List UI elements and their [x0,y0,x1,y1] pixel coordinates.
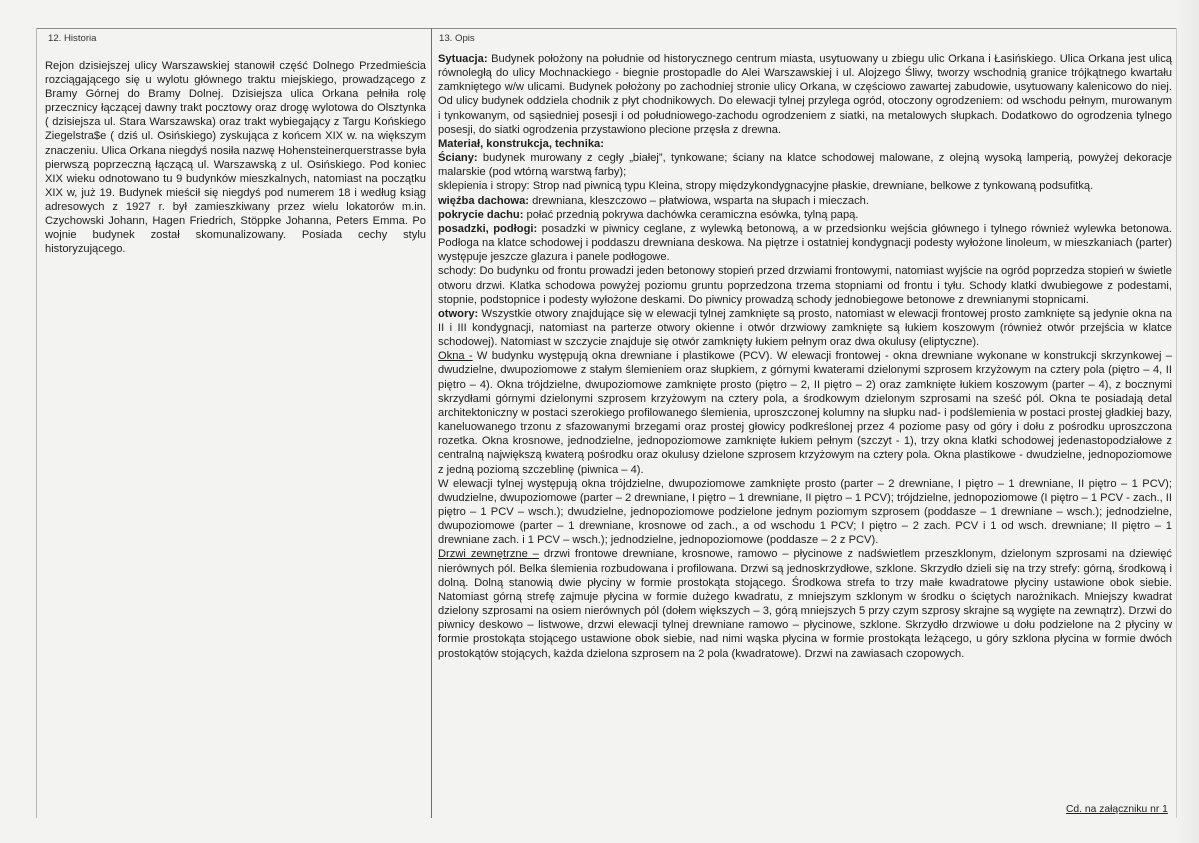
historia-text: Rejon dzisiejszej ulicy Warszawskiej stanowił część Dolnego Przedmieścia rozciągającego się u wylotu głównego traktu miejskiego, prowadzącego z Bramy Górnej do Bramy Dolnej. Dzisiejsza ulica Orkana pełniła rolę przecznicy łączącej dawny trakt pocztowy oraz drogę wylotowa do Olsztynka ( dzisiejsza ul. Stara Warszawska) oraz trakt wybiegający z Targu Końskiego Ziegelstra$e ( dziś ul. Osińskiego) zyskująca z końcem XIX w. na większym znaczeniu. Ulica Orkana niegdyś nosiła nazwę Hohensteinerquerstrasse była pierwszą poprzeczną łączącą ul. Warszawską z ul. Osińskiego. Pod koniec XIX wieku odnotowano tu 9 budynków mieszkalnych, natomiast na początku XIX w, już 19. Budynek mieścił się niegdyś pod numerem 18 i według ksiąg adresowych z 1927 r. był zamieszkiwany przez wielu lokatorów m.in. Czychowski Johann, Hagen Friedrich, Stöppke Johanna, Peters Emma. Po wojnie budynek został skomunalizowany. Posiada cechy stylu historyzującego. [45,60,426,256]
okna-label: Okna - [438,350,473,363]
pokrycie-text: połać przednią pokrywa dachówka ceramiczna esówka, tylną papą. [523,208,859,221]
drzwi-paragraph [438,547,1172,660]
otwory-paragraph [438,307,1172,349]
okna-paragraph [438,349,1172,476]
wiezba-text: drewniana, kleszczowo – płatwiowa, wsparta na słupach i mieczach. [529,194,869,207]
wiezba-paragraph [438,194,1172,208]
schody-paragraph: schody: Do budynku od frontu prowadzi jeden betonowy stopień przed drzwiami frontowymi, natomiast wyjście na ogród poprzedza stopień w świetle otworu drzwi. Klatka schodowa powyżej poziomu gruntu poprzedzona trzema stopniami od frontu i tyłu. Schody klatki dwubiegowe z podestami, stopnie, podstopnice i podesty wyłożone deskami. Do piwnicy prowadzą schody jednobiegowe betonowe z drewnianymi stopnicami. [438,265,1172,306]
sklepienia-paragraph: sklepienia i stropy: Strop nad piwnicą typu Kleina, stropy międzykondygnacyjne płaskie, drewniane, belkowe z tynkowaną podsufitką. [438,180,1094,193]
table-left-border [36,28,37,818]
drzwi-text: drzwi frontowe drewniane, krosnowe, ramowo – płycinowe z nadświetlem przeszklonym, dzielonym szprosami na dziewięć nierównych pól. Belka ślemienia rozbudowana i profilowana. Drzwi są jednoskrzydłowe, szklone. Skrzydło dzieli się na trzy strefy: górną, środkową i dolną. Dolną stanowią dwie płyciny w formie prostokąta stojącego. Środkowa strefa to trzy małe kwadratowe płyciny ustawione obok siebie. Natomiast górną strefę zajmuje płycina w formie dużego kwadratu, z mniejszym szklonym w środku o ściętych narożnikach. Mniejszy kwadrat dzielony szprosami na osiem nierównych pól (dołem większych – 3, górą mniejszych 5 przy czym szprosy skrajne są wygięte na zewnątrz). Drzwi do piwnicy deskowo – listwowe, drzwi elewacji tylnej drewniane ramowo – płycinowe, szklone. Skrzydło drzwiowe u dołu podzielone na 2 płyciny w formie prostokąta stojącego ustawione obok siebie, nad nimi wąska płycina w formie prostokąta leżącego, u góry szklona płycina w formie dwóch prostokątów stojących, każda dzielona szprosem na 2 pola (kwadratowe). Drzwi na zawiasach czopowych. [438,548,1172,660]
otwory-text: Wszystkie otwory znajdujące się w elewacji tylnej zamknięte są prosto, natomiast w elewacji frontowej prosto zamknięte są jedynie okna na II i III kondygnacji, natomiast na parterze otwory okienne i otwór drzwiowy zamknięte są łukiem koszowym (również otwór przejścia w klatce schodowej). Natomiast w szczycie znajduje się otwór zamknięty łukiem pełnym oraz dwa okulusy (eliptyczne). [438,307,1172,349]
column-divider [431,28,432,818]
sytuacja-label: Sytuacja: [438,53,488,65]
drzwi-label: Drzwi zewnętrzne – [438,548,539,561]
posadzki-paragraph [438,222,1172,264]
sytuacja-text: Budynek położony na południe od historycznego centrum miasta, usytuowany u zbiegu ulic Orkana i Łasińskiego. Ulica Orkana jest ulicą równoległą do ulicy Mochnackiego - biegnie prostopadle do Alei Warszawskiej i ul. Alojzego Śliwy, tworzy wschodnią granice trójkątnego kwartału zamkniętego w/w ulicami. Budynek położony po zachodniej stronie ulicy Orkana, w częściowo zawartej zabudowie, usytuowany kalenicowo do niej. Od ulicy budynek oddziela chodnik z płyt chodnikowych. Do elewacji tylnej przylega ogród, otoczony ogrodzeniem: od wschodu pełnym, murowanym i tynkowanym, od sąsiedniej posesji i od południowego-zachodu ogrodzeniem z siatki, na metalowych słupkach. Dodatkowo do ogrodzenia tylnego posesji, do siatki ogrodzenia przystawiono plecione przęsła z drewna. [438,53,1172,136]
elewacja-tylna-paragraph: W elewacji tylnej występują okna trójdzielne, dwupoziomowe zamknięte prosto (parter – 2 drewniane, I piętro – 1 drewniane, II piętro – 1 PCV); dwudzielne, dwupoziomowe (parter – 2 drewniane, I piętro – 1 drewniane, II piętro – 1 PCV); trójdzielne, jednopoziomowe (I piętro – 1 PCV - zach., II piętro – 1 PCV – wsch.); dwudzielne, jednopoziomowe podzielone jednym poziomym szprosem (poddasze – 1 drewniane – wsch.); jednodzielne, dwupoziomowe (parter – 1 drewniane, krosnowe od zach., a od wschodu 1 PCV; I piętro – 2 zach. PCV i 1 od wsch. drewniane; II piętro – 1 drewniane zach. i 1 PCV – wsch.); jednodzielne, jednopoziomowe (poddasze – 2 z PCV). [438,477,1172,547]
continuation-link[interactable]: Cd. na załączniku nr 1 [1066,804,1168,815]
opis-column [438,52,1172,661]
scan-edge-shadow [1175,0,1199,843]
posadzki-label: posadzki, podłogi: [438,222,538,235]
material-heading [438,137,1172,151]
okna-text: W budynku występują okna drewniane i plastikowe (PCV). W elewacji frontowej - okna drewniane wykonane w konstrukcji skrzynkowej – dwudzielne, dwupoziomowe z stałym ślemieniem oraz słupkiem, z górnymi kwaterami dzielonymi szprosem krzyżowym na cztery pola (piętro – 4, II piętro – 4). Okna trójdzielne, dwupoziomowe zamknięte prosto (piętro – 2, II piętro – 2) oraz zamknięte łukiem koszowym (parter – 4), z bocznymi skrzydłami górnymi dzielonymi szprosem krzyżowym na cztery pola, a środkowym dzielonym szprosami na sześć pól. Okna te posiadają detal architektoniczny w postaci szerokiego profilowanego ślemienia, uproszczonej kolumny na słupku nad- i podślemienia w postaci prostej gładkiej bazy, kaneluowanego trzonu z sfazowanymi brzegami oraz prostej głowicy podkreślonej przez 4 poziome pasy od góry i dołu z pośrodku uproszczona rozetka. Okna krosnowe, jednodzielne, jednopoziomowe zamknięte łukiem pełnym (szczyt - 1), trzy okna klatki schodowej jedenastopodziałowe z centralną największą kwaterą pośrodku oraz okulusy dzielone szprosem krzyżowym na cztery pola. Okna plastikowe - dwudzielne, jednopoziomowe z jedną poziomą szczeblinę (piwnica – 4). [438,350,1172,476]
sciany-text: budynek murowany z cegły „białej”, tynkowane; ściany na klatce schodowej malowane, z olejną wysoką lamperią, powyżej dekoracje malarskie (pod wtórną warstwą farby); [438,152,1172,179]
wiezba-label: więźba dachowa: [438,194,530,207]
historia-column [45,59,426,256]
table-top-border [36,28,1176,29]
otwory-label: otwory: [438,307,479,320]
material-label: Materiał, konstrukcja, technika: [438,137,604,150]
section-header-historia: 12. Historia [48,33,97,44]
section-header-opis: 13. Opis [439,33,475,44]
pokrycie-paragraph [438,208,1172,222]
sciany-label: Ściany: [438,152,478,165]
posadzki-text: posadzki w piwnicy ceglane, z wylewką betonową, a w przedsionku wejścia głównego i tylnego również wylewka betonowa. Podłoga na klatce schodowej i poddaszu drewniana deskowa. Na piętrze i ostatniej kondygnacji podesty wyłożone linoleum, w mieszkaniach (parter) występuje jeszcze glazura i panele podłogowe. [438,222,1172,264]
pokrycie-label: pokrycie dachu: [438,208,524,221]
sciany-paragraph [438,151,1172,179]
sytuacja-paragraph [438,52,1172,137]
